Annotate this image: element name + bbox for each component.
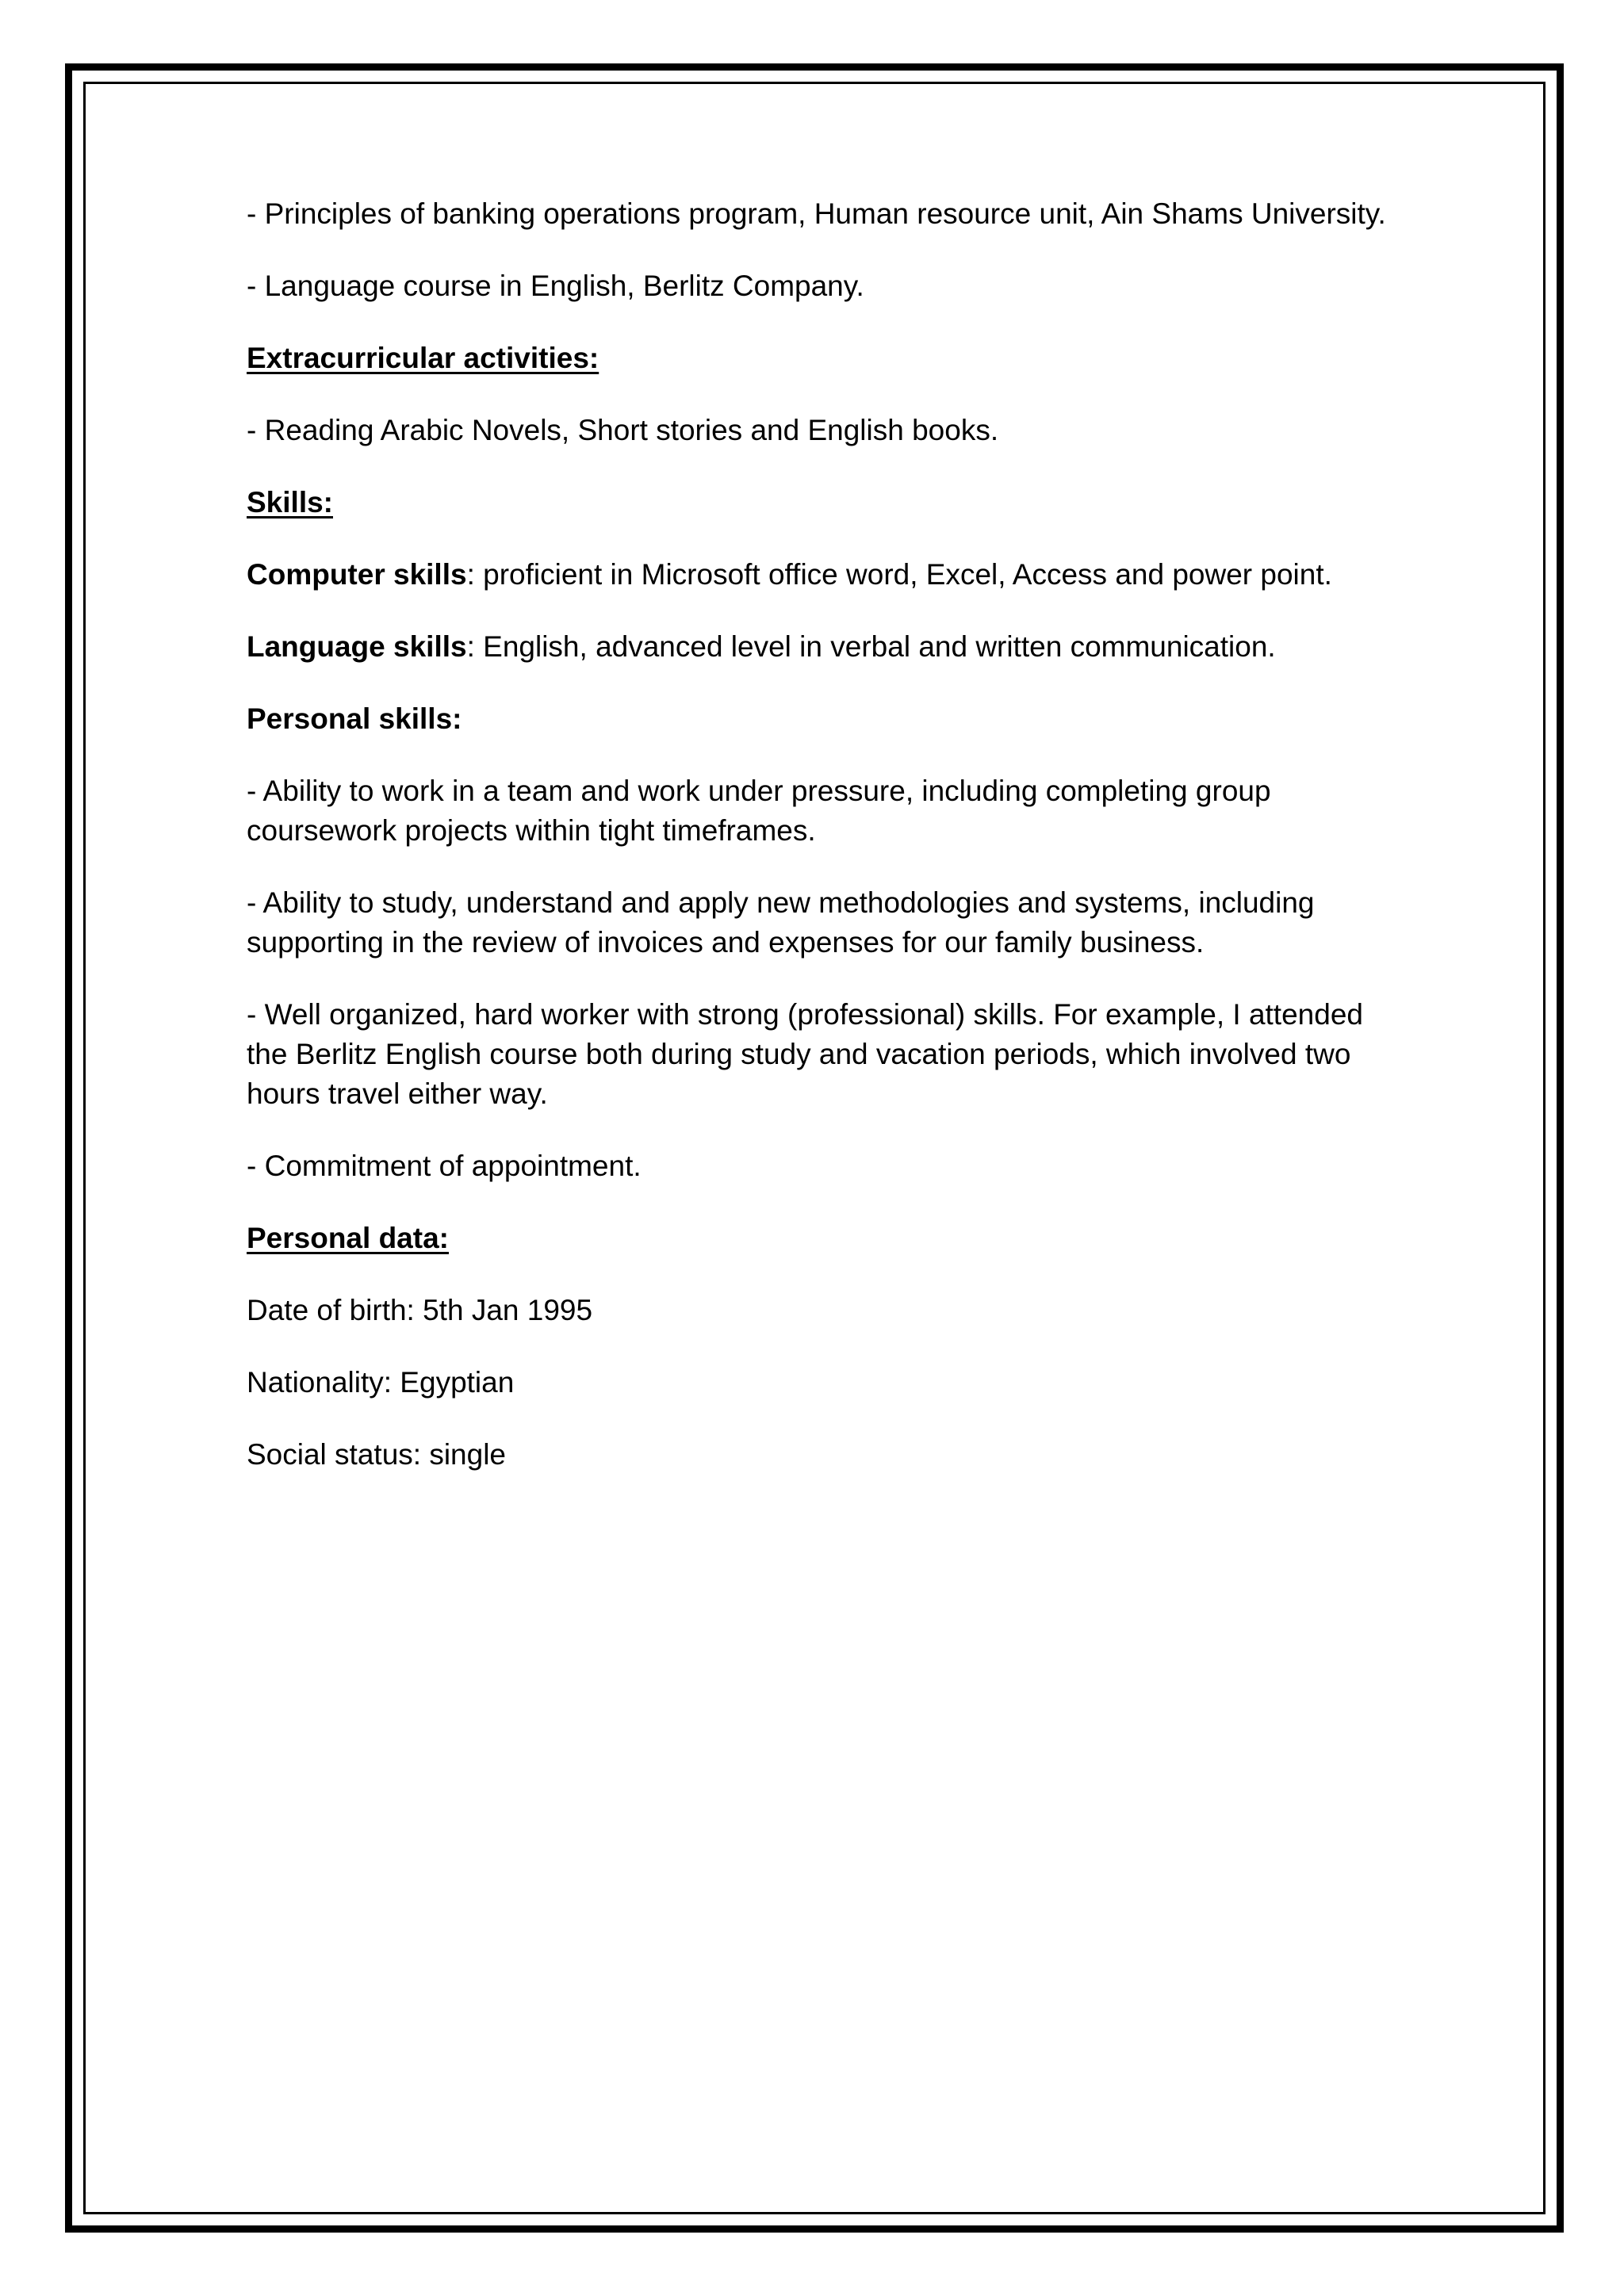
language-skills-text: : English, advanced level in verbal and written communication. bbox=[466, 630, 1276, 663]
personal-skills-heading: Personal skills: bbox=[247, 702, 462, 735]
nationality: Nationality: Egyptian bbox=[247, 1366, 515, 1399]
skills-heading: Skills: bbox=[247, 486, 333, 519]
training-item: - Principles of banking operations program, Human resource unit, Ain Shams University. bbox=[247, 197, 1386, 230]
personal-data-heading: Personal data: bbox=[247, 1222, 449, 1254]
personal-skill-item: - Well organized, hard worker with strong (professional) skills. For example, I attended the Berlitz English course both during study and vacation periods, which involved two hours travel either way. bbox=[247, 998, 1363, 1110]
computer-skills-text: : proficient in Microsoft office word, Excel, Access and power point. bbox=[466, 558, 1332, 591]
cv-content bbox=[247, 194, 1404, 1507]
extracurricular-heading: Extracurricular activities: bbox=[247, 342, 599, 374]
date-of-birth: Date of birth: 5th Jan 1995 bbox=[247, 1294, 593, 1326]
computer-skills bbox=[247, 555, 1404, 595]
personal-skill-item: - Ability to study, understand and apply new methodologies and systems, including supporting in the review of invoices and expenses for our family business. bbox=[247, 886, 1315, 959]
training-item: - Language course in English, Berlitz Company. bbox=[247, 270, 864, 302]
personal-skill-item: - Ability to work in a team and work under pressure, including completing group coursework projects within tight timeframes. bbox=[247, 775, 1271, 847]
social-status: Social status: single bbox=[247, 1438, 507, 1471]
language-skills bbox=[247, 627, 1404, 667]
language-skills-label: Language skills bbox=[247, 630, 467, 663]
computer-skills-label: Computer skills bbox=[247, 558, 467, 591]
personal-skill-item: - Commitment of appointment. bbox=[247, 1150, 642, 1182]
extracurricular-item: - Reading Arabic Novels, Short stories and English books. bbox=[247, 414, 999, 446]
